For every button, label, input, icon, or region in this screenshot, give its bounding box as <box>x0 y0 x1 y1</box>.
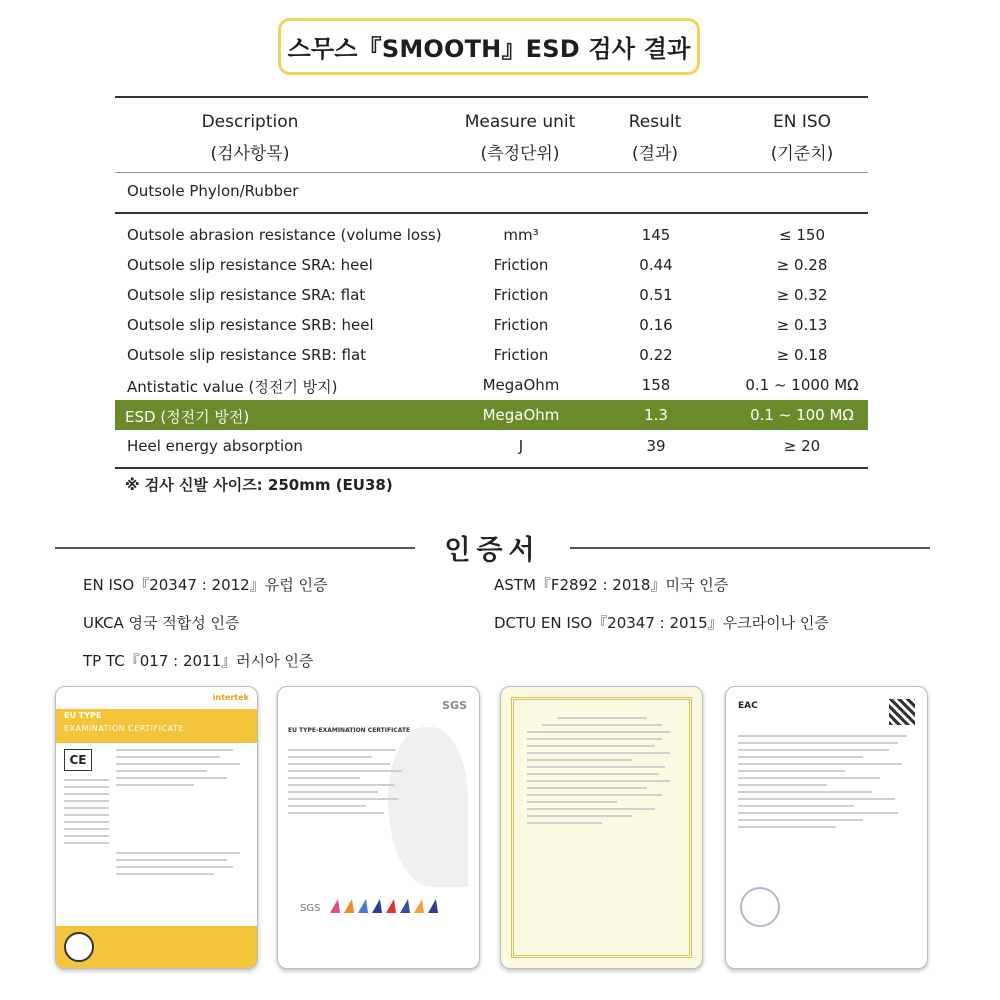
header-standard: EN ISO (기준치) <box>770 112 834 164</box>
certificate-image-ukraine <box>500 686 703 969</box>
cell-description: Outsole slip resistance SRB: flat <box>127 346 367 364</box>
cell-unit: Friction <box>493 346 549 364</box>
document-text-lines <box>116 749 246 791</box>
cert-item: EN ISO『20347 : 2012』유럽 인증 <box>83 576 328 594</box>
intertek-logo: intertek <box>212 693 249 702</box>
cell-unit: Friction <box>493 316 549 334</box>
svg-text:SGS: SGS <box>300 903 321 914</box>
cell-description: ESD (정전기 방전) <box>125 408 250 426</box>
table-row <box>115 220 868 250</box>
cell-result: 0.51 <box>639 286 673 304</box>
table-bottom-rule <box>115 467 868 469</box>
cell-standard: ≥ 0.18 <box>776 346 828 364</box>
table-section-row <box>115 174 868 214</box>
cell-standard: 0.1 ~ 100 MΩ <box>750 406 854 424</box>
ce-mark-icon: CE <box>64 749 92 771</box>
table-row <box>115 280 868 310</box>
table-row <box>115 431 868 461</box>
certificate-image-intertek <box>55 686 258 969</box>
table-row <box>115 310 868 340</box>
cell-standard: ≥ 0.32 <box>776 286 828 304</box>
divider-left <box>55 547 415 549</box>
intertek-seal-icon <box>64 932 94 962</box>
header-unit: Measure unit (측정단위) <box>464 112 576 164</box>
document-text-lines <box>288 749 408 819</box>
section-label: Outsole Phylon/Rubber <box>127 182 299 200</box>
cell-description: Heel energy absorption <box>127 437 303 455</box>
cell-standard: ≤ 150 <box>779 226 825 244</box>
cell-standard: 0.1 ~ 1000 MΩ <box>745 376 859 394</box>
cell-unit: MegaOhm <box>482 406 560 424</box>
cert-title-band: EU TYPE EXAMINATION CERTIFICATE <box>56 709 257 743</box>
certificate-image-russia <box>725 686 928 969</box>
cell-result: 1.3 <box>644 406 668 424</box>
divider-right <box>570 547 930 549</box>
certificates-heading: 인증서 <box>444 535 541 566</box>
cert-item: TP TC『017 : 2011』러시아 인증 <box>83 652 314 670</box>
header-result: Result (결과) <box>628 112 682 164</box>
certificate-image-sgs <box>277 686 480 969</box>
document-text-lines <box>527 717 677 829</box>
test-note: ※ 검사 신발 사이즈: 250mm (EU38) <box>125 476 393 494</box>
cell-description: Antistatic value (정전기 방지) <box>127 378 338 396</box>
document-text-lines <box>116 852 246 880</box>
table-header <box>115 98 868 173</box>
document-text-lines <box>738 735 916 833</box>
cert-item: ASTM『F2892 : 2018』미국 인증 <box>494 576 729 594</box>
cert-item: DCTU EN ISO『20347 : 2015』우크라이나 인증 <box>494 614 829 632</box>
cell-result: 158 <box>641 376 671 394</box>
stamp-icon <box>740 887 780 927</box>
table-row <box>115 370 868 400</box>
cell-description: Outsole slip resistance SRB: heel <box>127 316 374 334</box>
cell-unit: J <box>518 437 524 455</box>
cell-result: 39 <box>646 437 666 455</box>
cell-standard: ≥ 0.13 <box>776 316 828 334</box>
cell-result: 0.44 <box>639 256 673 274</box>
cell-result: 0.16 <box>639 316 673 334</box>
cell-unit: mm³ <box>503 226 539 244</box>
cell-standard: ≥ 0.28 <box>776 256 828 274</box>
page-title: 스무스『SMOOTH』ESD 검사 결과 <box>278 18 700 75</box>
cell-description: Outsole slip resistance SRA: flat <box>127 286 366 304</box>
cell-result: 145 <box>641 226 671 244</box>
cert-item: UKCA 영국 적합성 인증 <box>83 614 240 632</box>
cell-standard: ≥ 20 <box>783 437 821 455</box>
sgs-heading: EU TYPE-EXAMINATION CERTIFICATE <box>288 727 411 734</box>
table-row <box>115 250 868 280</box>
document-text-lines <box>64 779 109 849</box>
qr-code-icon <box>889 699 915 725</box>
cell-description: Outsole slip resistance SRA: heel <box>127 256 373 274</box>
cell-unit: Friction <box>493 286 549 304</box>
cell-description: Outsole abrasion resistance (volume loss) <box>127 226 442 244</box>
sgs-logo: SGS <box>442 699 467 712</box>
cell-result: 0.22 <box>639 346 673 364</box>
sgs-strip-icon <box>300 895 460 917</box>
eac-mark-icon: EAC <box>738 701 758 711</box>
table-row <box>115 400 868 430</box>
cell-unit: Friction <box>493 256 549 274</box>
header-description: Description (검사항목) <box>201 112 299 164</box>
cell-unit: MegaOhm <box>482 376 560 394</box>
table-row <box>115 340 868 370</box>
